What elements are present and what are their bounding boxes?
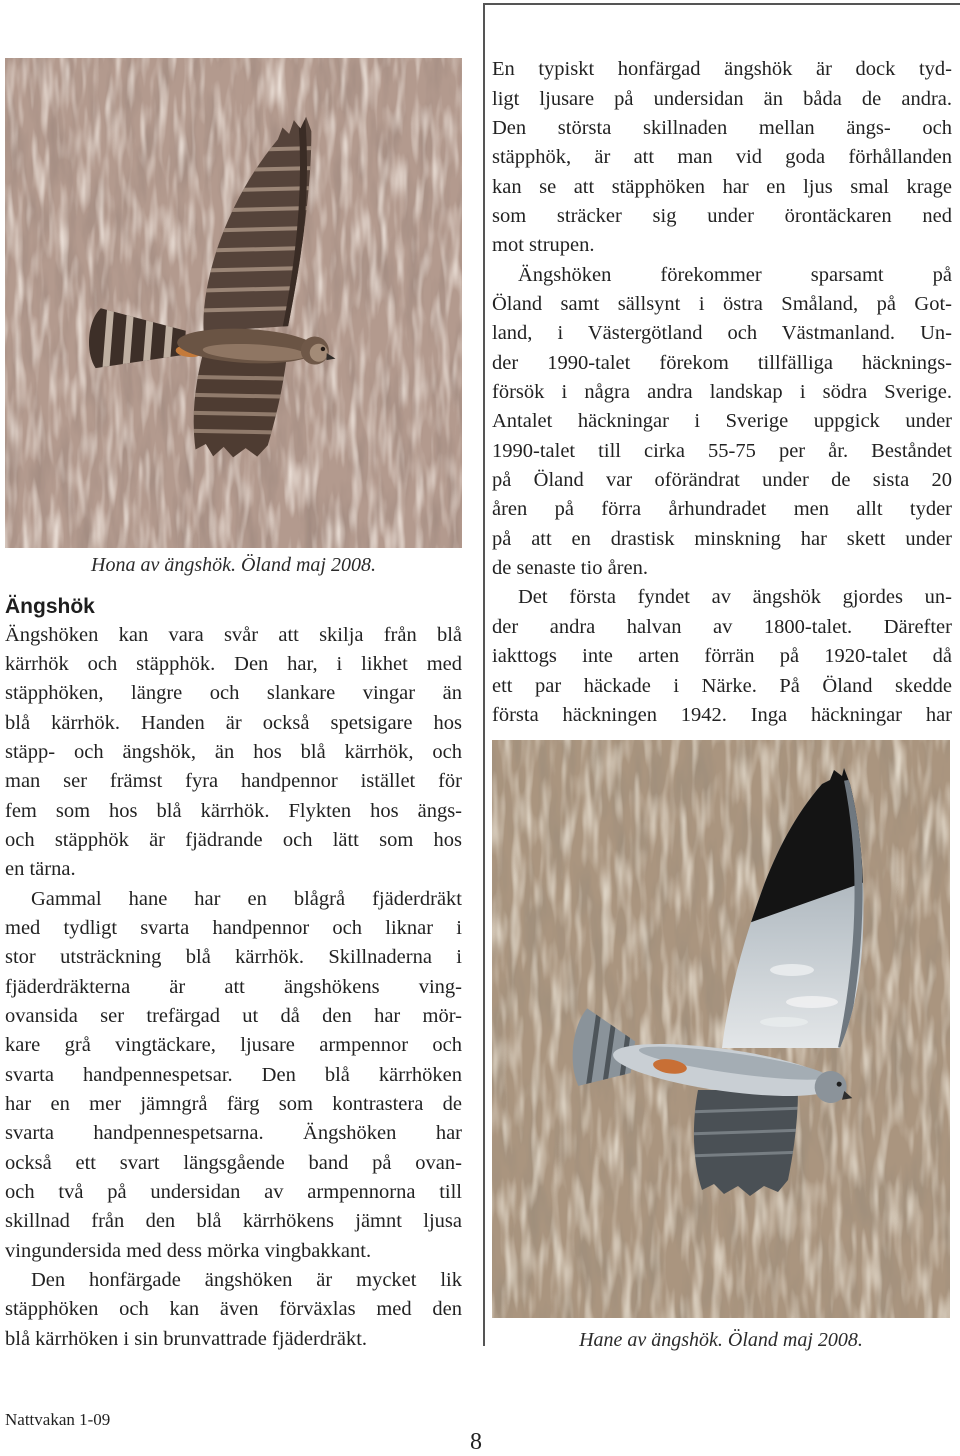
text-line: åren på förra århundradet men allt tyder — [492, 498, 952, 521]
text-line: blå kärrhök. Handen är också spetsigare hos — [5, 711, 462, 734]
text-line: på att en drastisk minskning har skett under — [492, 527, 952, 550]
text-line: En typiskt honfärgad ängshök är dock tyd- — [492, 58, 952, 81]
text-line: iakttogs inte arten förrän på 1920-talet då — [492, 645, 952, 668]
text-line: första häckningen 1942. Inga häckningar har — [492, 703, 952, 726]
right-text-column — [492, 55, 952, 730]
paragraph — [5, 1266, 462, 1354]
text-line: stäpp- och ängshök, än hos blå kärrhök, och — [5, 740, 462, 763]
photo-male-harrier — [492, 740, 950, 1318]
top-rule — [483, 3, 960, 5]
text-line: och två på undersidan av armpennorna till — [5, 1181, 462, 1204]
text-line: fjäderdräkterna är att ängshökens ving- — [5, 975, 462, 998]
text-line: ett par häckade i Närke. På Öland skedde — [492, 674, 952, 697]
left-text-column — [5, 621, 462, 1355]
photo-female-harrier — [5, 58, 462, 548]
text-line: vingundersida med dess mörka vingbakkant. — [5, 1239, 372, 1262]
text-line: land, i Västergötland och Västmanland. Un- — [492, 322, 952, 345]
text-line: stäpphöken, längre och slankare vingar än — [5, 682, 462, 705]
text-line: Den honfärgade ängshöken är mycket lik — [31, 1269, 462, 1292]
text-line: svarta handpennespetsar. Den blå kärrhöken — [5, 1063, 462, 1086]
text-line: har en mer jämngrå färg som kontrastera de — [5, 1093, 462, 1115]
photo-female-harrier-image — [5, 58, 462, 548]
text-line: Ängshöken förekommer sparsamt på — [518, 263, 952, 286]
text-line: der andra halvan av 1800-talet. Därefter — [492, 615, 952, 638]
text-line: en tärna. — [5, 858, 76, 881]
photo-caption-right: Hane av ängshök. Öland maj 2008. — [579, 1329, 863, 1351]
magazine-issue: Nattvakan 1-09 — [5, 1410, 111, 1429]
text-line: också ett svart längsgående band på ovan- — [5, 1151, 462, 1174]
text-line: stäpphöken och kan även förväxlas med den — [5, 1298, 462, 1321]
text-line: på Öland var oförändrat under de sista 20 — [492, 469, 952, 492]
paragraph — [492, 261, 952, 584]
text-line: Ängshöken kan vara svår att skilja från blå — [5, 623, 462, 646]
text-line: fem som hos blå kärrhök. Flykten hos ängs- — [5, 799, 462, 822]
paragraph — [5, 885, 462, 1266]
text-line: Antalet häckningar i Sverige uppgick under — [492, 410, 952, 433]
text-line: och stäpphök är fjädrande och lätt som hos — [5, 828, 462, 851]
column-divider — [483, 4, 485, 1346]
paragraph — [492, 55, 952, 260]
text-line: blå kärrhöken i sin brunvattrade fjäderdräkt. — [5, 1327, 368, 1350]
text-line: Gammal hane har en blågrå fjäderdräkt — [31, 887, 462, 910]
text-line: skillnad från den blå kärrhökens jämnt ljusa — [5, 1210, 462, 1233]
text-line: med tydligt svarta handpennor och liknar i — [5, 916, 462, 939]
text-line: stor utsträckning blå kärrhök. Skillnaderna i — [5, 946, 462, 969]
photo-caption-left: Hona av ängshök. Öland maj 2008. — [91, 554, 376, 576]
text-line: man ser främst fyra handpennor istället för — [5, 770, 462, 793]
photo-male-harrier-image — [492, 740, 950, 1318]
text-line: Öland samt sällsynt i östra Småland, på Got- — [492, 293, 952, 316]
text-line: svarta handpennespetsarna. Ängshöken har — [5, 1122, 462, 1145]
page-number: 8 — [470, 1429, 482, 1455]
text-line: stäpphök, är att man vid goda förhållanden — [492, 146, 952, 169]
article-heading: Ängshök — [5, 595, 95, 618]
text-line: kärrhök och stäpphök. Den har, i likhet med — [5, 652, 462, 675]
text-line: kan se att stäpphöken har en ljus smal krage — [492, 175, 952, 198]
text-line: kare grå vingtäckare, ljusare armpennor och — [5, 1034, 462, 1057]
text-line: 1990-talet till cirka 55-75 per år. Beståndet — [492, 439, 952, 462]
text-line: der 1990-talet förekom tillfälliga häcknings- — [492, 351, 952, 374]
text-line: ligt ljusare på undersidan än båda de andra. — [492, 87, 952, 110]
text-line: Den största skillnaden mellan ängs- och — [492, 116, 952, 139]
paragraph — [492, 583, 952, 730]
text-line: mot strupen. — [492, 234, 595, 257]
paragraph — [5, 621, 462, 885]
text-line: försök i några andra landskap i södra Sverige. — [492, 381, 952, 404]
text-line: Det första fyndet av ängshök gjordes un- — [518, 586, 952, 609]
text-line: ovansida ser trefärgad ut då den har mör- — [5, 1004, 462, 1027]
text-line: som sträcker sig under örontäckaren ned — [492, 205, 952, 228]
text-line: de senaste tio åren. — [492, 557, 648, 580]
